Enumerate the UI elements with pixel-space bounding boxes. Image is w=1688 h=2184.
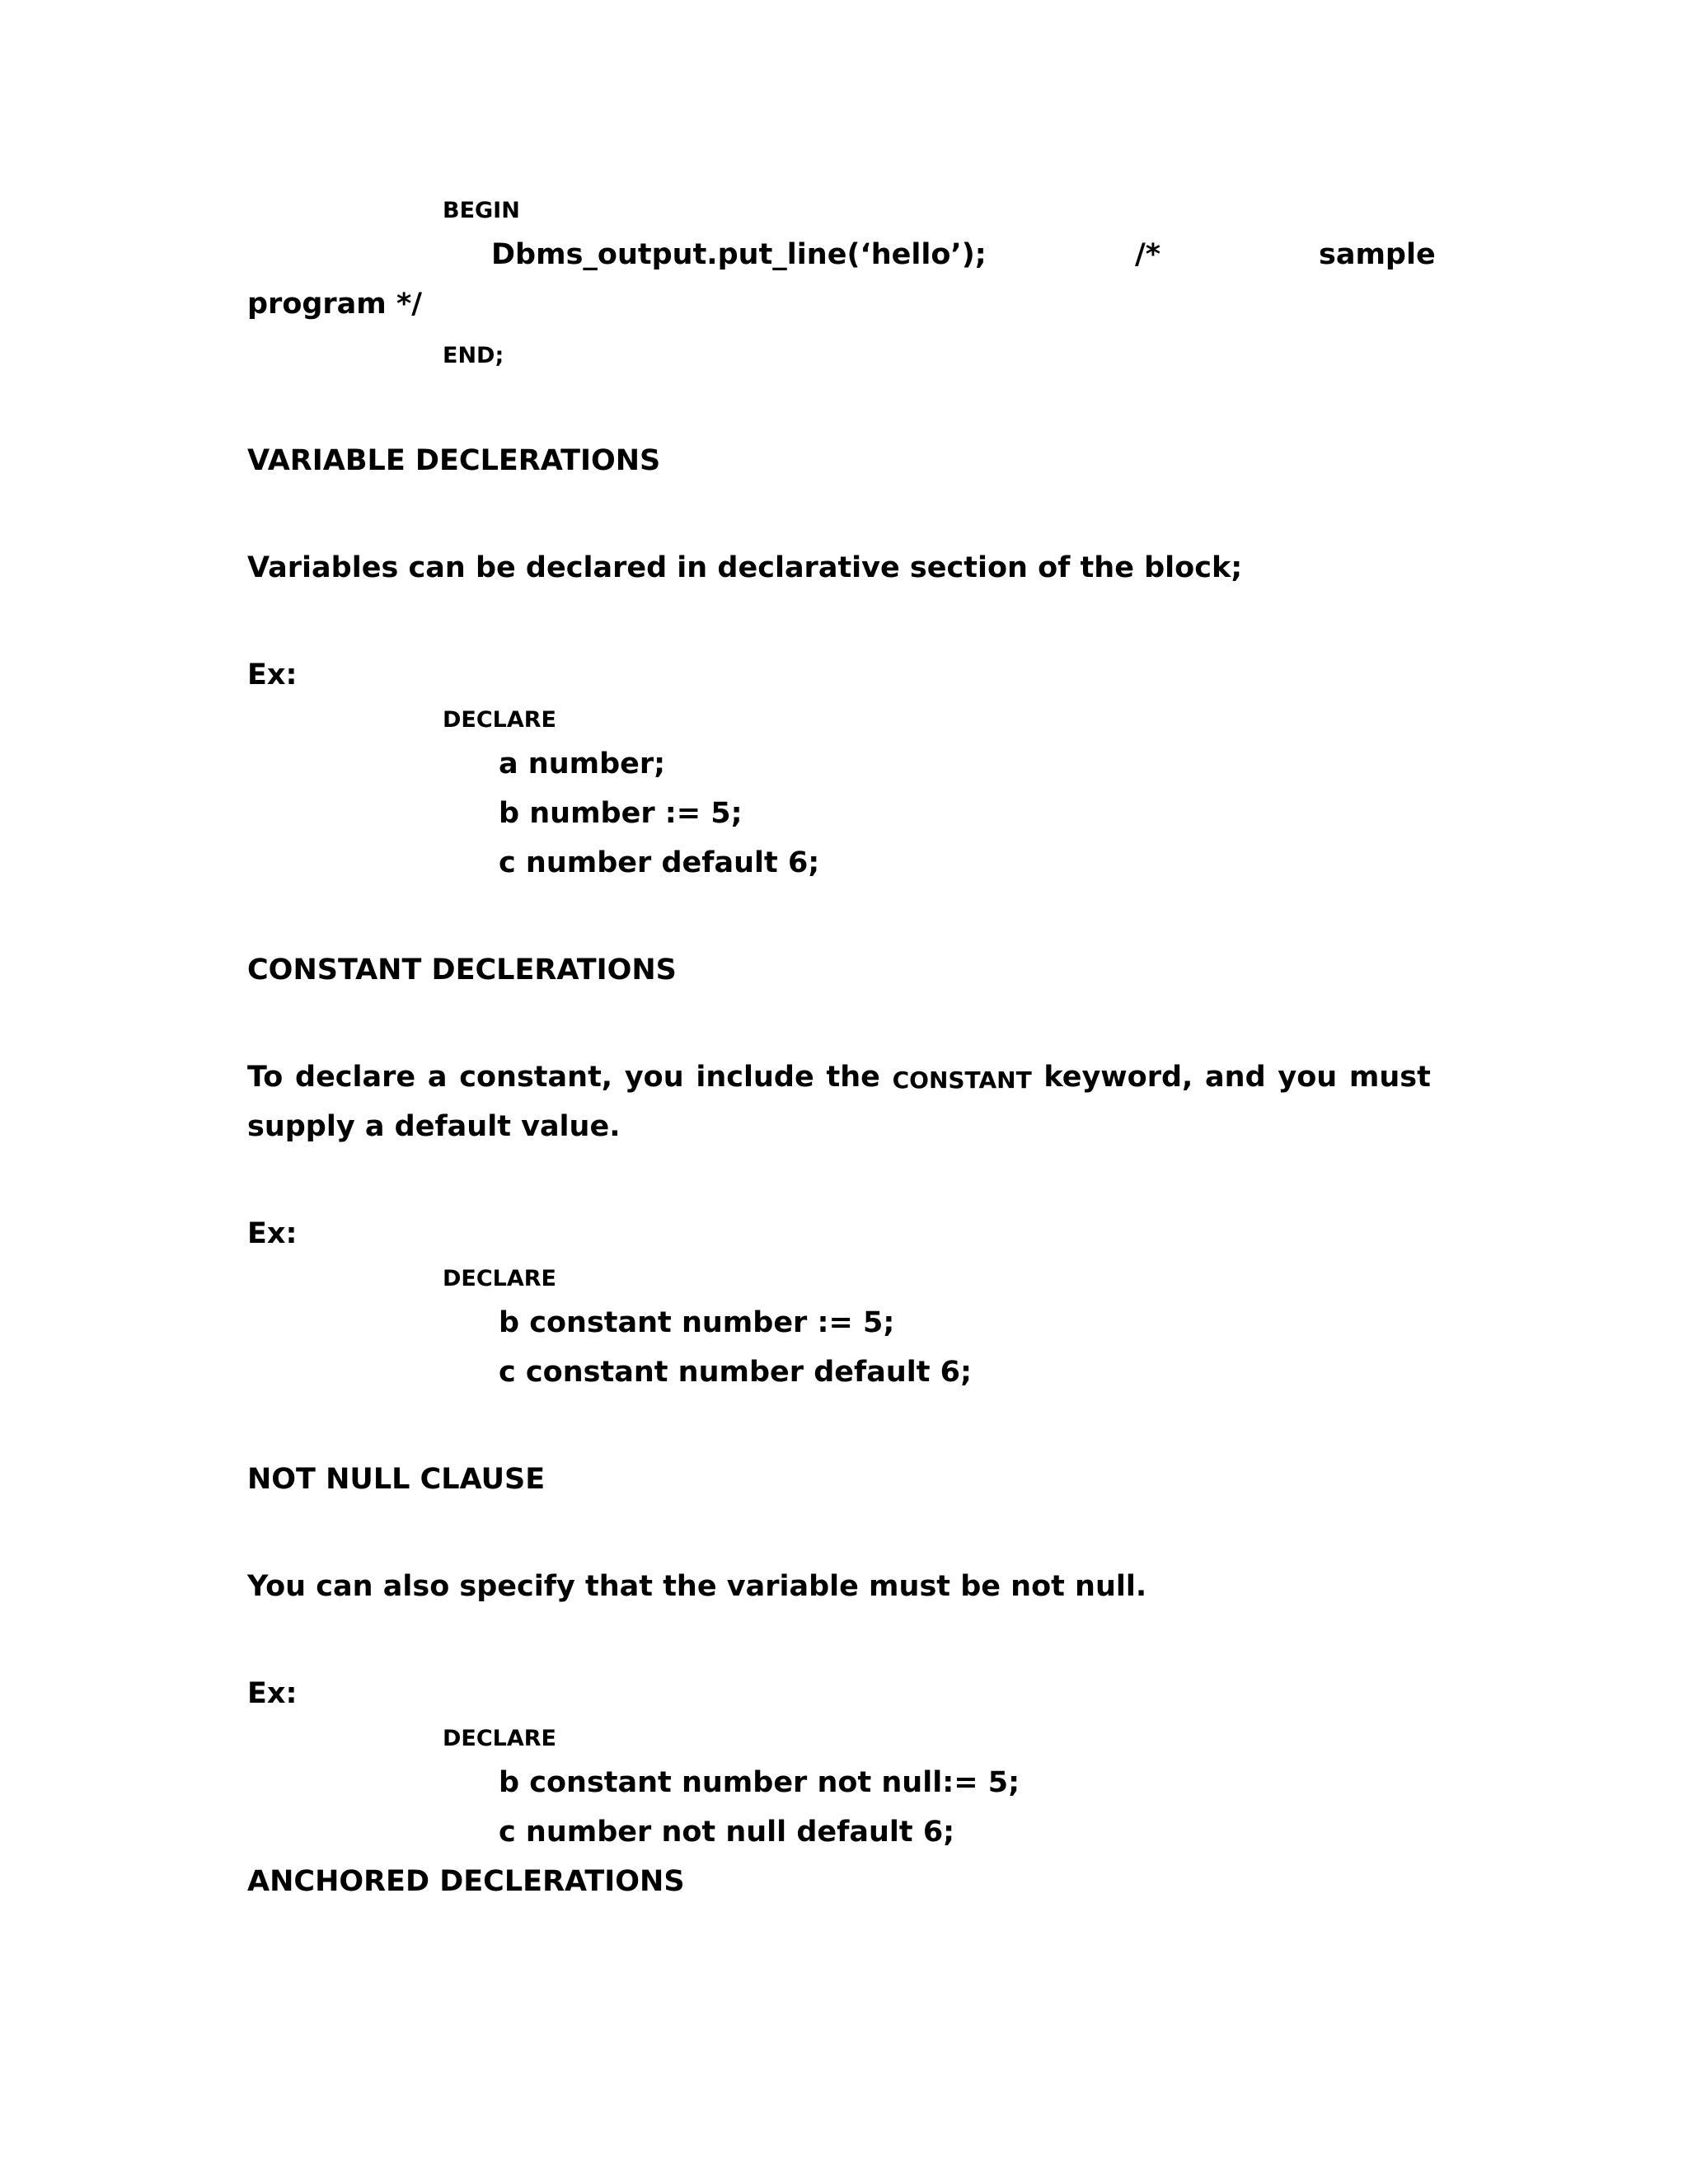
constant-keyword: CONSTANT	[892, 1066, 1032, 1094]
not-null-code-line: b constant number not null:= 5;	[499, 1766, 1020, 1799]
code-comment-wrap: program */	[247, 288, 423, 321]
code-comment-open: /*	[1135, 238, 1161, 271]
constant-intro-line1	[247, 1063, 1431, 1092]
variable-intro: Variables can be declared in declarative section of the block;	[247, 551, 1243, 584]
word: a	[427, 1061, 448, 1094]
word: the	[826, 1061, 880, 1094]
constant-intro-line2: supply a default value.	[247, 1110, 621, 1143]
variable-ex-label: Ex:	[247, 658, 298, 691]
word: you	[624, 1061, 684, 1094]
code-end: END;	[443, 343, 504, 368]
code-put-line: Dbms_output.put_line(‘hello’);	[491, 238, 987, 271]
word: you	[1278, 1061, 1338, 1094]
not-null-code-line: c number not null default 6;	[499, 1816, 955, 1849]
word: and	[1205, 1061, 1266, 1094]
word: must	[1348, 1061, 1431, 1094]
heading-not-null-clause: NOT NULL CLAUSE	[247, 1463, 546, 1496]
variable-code-line: b number := 5;	[499, 797, 743, 830]
word: include	[696, 1061, 814, 1094]
variable-declare: DECLARE	[443, 707, 557, 733]
not-null-ex-label: Ex:	[247, 1677, 298, 1710]
heading-variable-declarations: VARIABLE DECLERATIONS	[247, 444, 661, 477]
word: keyword,	[1043, 1061, 1193, 1094]
code-begin: BEGIN	[443, 198, 520, 223]
constant-code-line: c constant number default 6;	[499, 1356, 973, 1389]
constant-declare: DECLARE	[443, 1266, 557, 1291]
not-null-declare: DECLARE	[443, 1726, 557, 1751]
word: constant,	[459, 1061, 613, 1094]
word: To	[247, 1061, 284, 1094]
constant-code-line: b constant number := 5;	[499, 1306, 895, 1339]
not-null-intro: You can also specify that the variable must be not null.	[247, 1570, 1147, 1603]
constant-ex-label: Ex:	[247, 1217, 298, 1250]
variable-code-line: c number default 6;	[499, 846, 820, 879]
word: declare	[295, 1061, 416, 1094]
variable-code-line: a number;	[499, 748, 666, 780]
heading-constant-declarations: CONSTANT DECLERATIONS	[247, 954, 677, 987]
code-comment-word: sample	[1319, 238, 1436, 271]
heading-anchored-declarations: ANCHORED DECLERATIONS	[247, 1865, 685, 1898]
